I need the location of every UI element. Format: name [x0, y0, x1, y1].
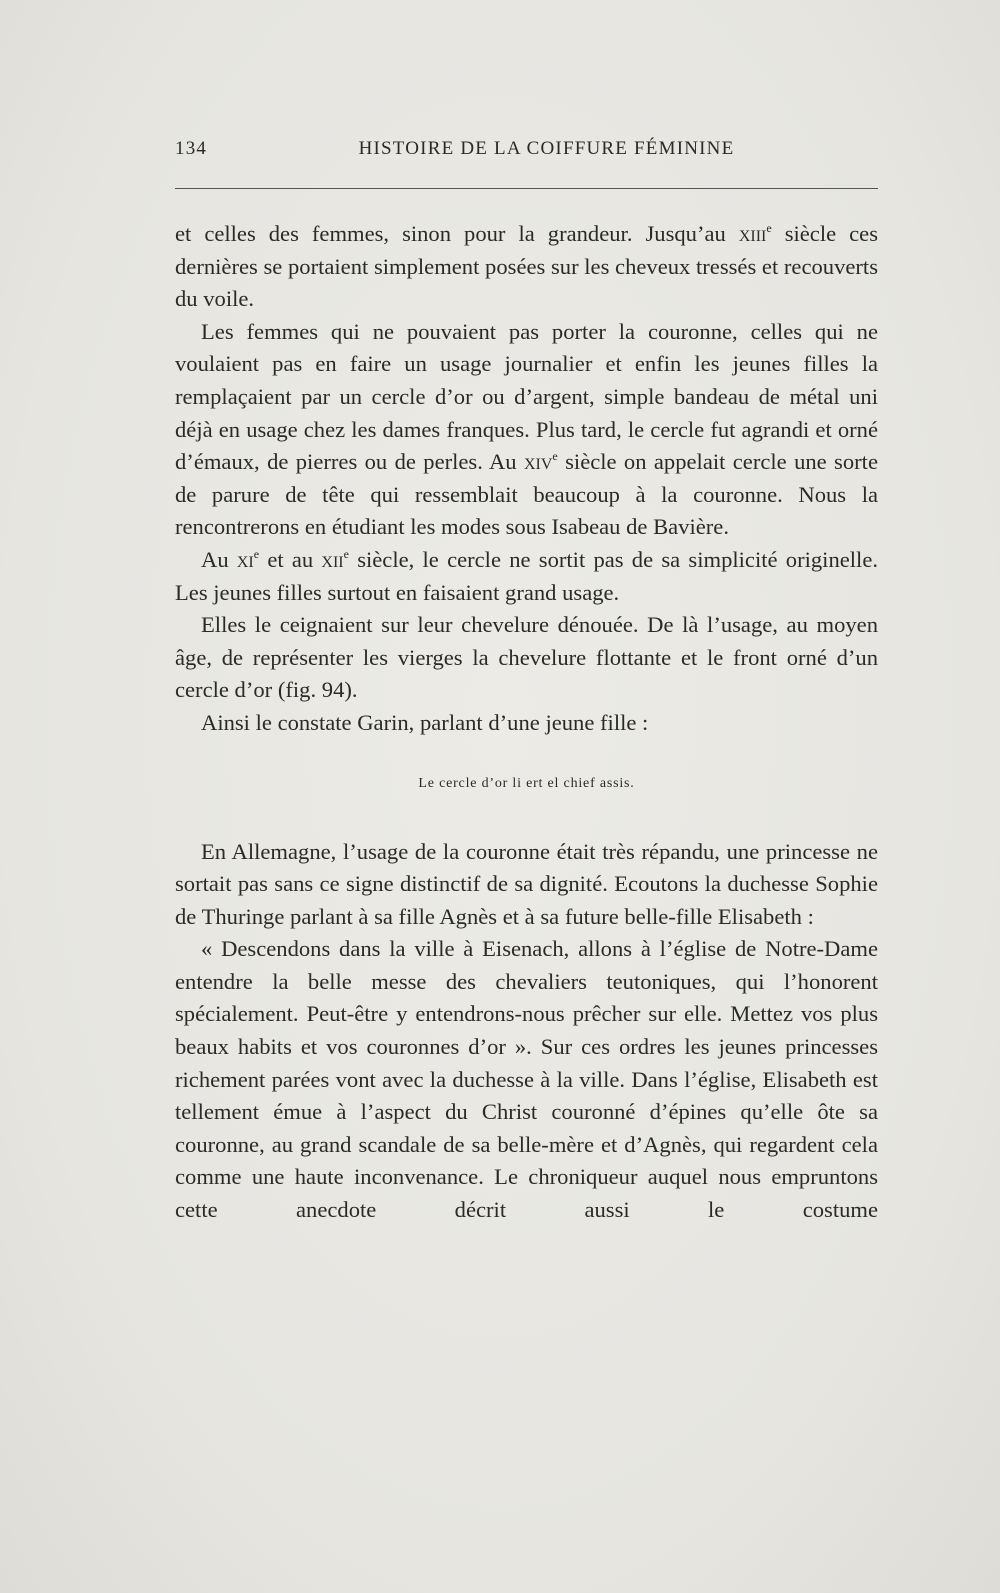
- century-numeral: xi: [236, 546, 254, 572]
- ordinal-superscript: e: [766, 221, 772, 235]
- century-numeral: xii: [321, 546, 344, 572]
- ordinal-superscript: e: [343, 546, 349, 561]
- paragraph-3: [175, 544, 878, 609]
- paragraph-2-text-a: Les femmes qui ne pouvaient pas porter la couronne, celles qui ne voulaient pas en faire un usage journalier et enfin les jeunes filles la remplaçaient par un cercle d’or ou d’argent, simple bandeau de métal uni déjà en usage chez les dames franques. Plus tard, le cercle fut agrandi et orné d’émaux, de pierres ou de perles. Au: [175, 318, 878, 475]
- header-rule: [175, 188, 878, 189]
- ordinal-superscript: e: [552, 449, 558, 464]
- verse-quotation: Le cercle d’or li ert el chief assis.: [418, 775, 635, 791]
- paragraph-3-text-c: siècle, le cercle ne sortit pas de sa simplicité originelle. Les jeunes filles surtout en faisaient grand usage.: [175, 546, 879, 605]
- body-text: [175, 218, 878, 1227]
- century-numeral: xiii: [738, 221, 767, 246]
- ordinal-superscript: e: [253, 546, 260, 561]
- paragraph-1: [175, 218, 878, 316]
- paragraph-2-text-b: siècle on appelait cercle une sorte de parure de tête qui ressemblait beaucoup à la couronne. Nous la rencontrerons en étudiant les modes sous Isabeau de Bavière.: [175, 449, 878, 540]
- paragraph-2: [175, 316, 878, 544]
- paragraph-6: En Allemagne, l’usage de la couronne était très répandu, une princesse ne sortait pas sans ce signe distinctif de sa dignité. Ecoutons la duchesse Sophie de Thuringe parlant à sa fille Agnès et à sa future belle-fille Elisabeth :: [175, 838, 878, 929]
- page-number: 134: [175, 138, 208, 159]
- paragraph-3-text-a: Au: [201, 546, 237, 572]
- paragraph-1-text-b: siècle ces dernières se portaient simplement posées sur les cheveux tressés et recouverts du voile.: [175, 221, 879, 312]
- paragraph-3-text-b: et au: [259, 546, 322, 572]
- paragraph-7: « Descendons dans la ville à Eisenach, allons à l’église de Notre-Dame entendre la belle messe des chevaliers teutoniques, qui l’honorent spécialement. Peut-être y entendrons-nous prêcher sur elle. Mettez vos plus beaux habits et vos couronnes d’or ». Sur ces ordres les jeunes princesses richement parées vont avec la duchesse à la ville. Dans l’église, Elisabeth est tellement émue à l’aspect du Christ couronné d’épines qu’elle ôte sa couronne, au grand scandale de sa belle-mère et d’Agnès, qui regardent cela comme une haute inconvenance. Le chroniqueur auquel nous empruntons cette anecdote décrit aussi le costume: [175, 936, 878, 1223]
- running-title: HISTOIRE DE LA COIFFURE FÉMININE: [358, 138, 735, 159]
- paragraph-4: Elles le ceignaient sur leur chevelure dénouée. De là l’usage, au moyen âge, de représenter les vierges la chevelure flottante et le front orné d’un cercle d’or (fig. 94).: [175, 612, 878, 703]
- paragraph-1-text-a: et celles des femmes, sinon pour la grandeur. Jusqu’au: [175, 221, 739, 246]
- century-numeral: xiv: [523, 449, 553, 475]
- paragraph-5: Ainsi le constate Garin, parlant d’une jeune fille :: [201, 709, 649, 735]
